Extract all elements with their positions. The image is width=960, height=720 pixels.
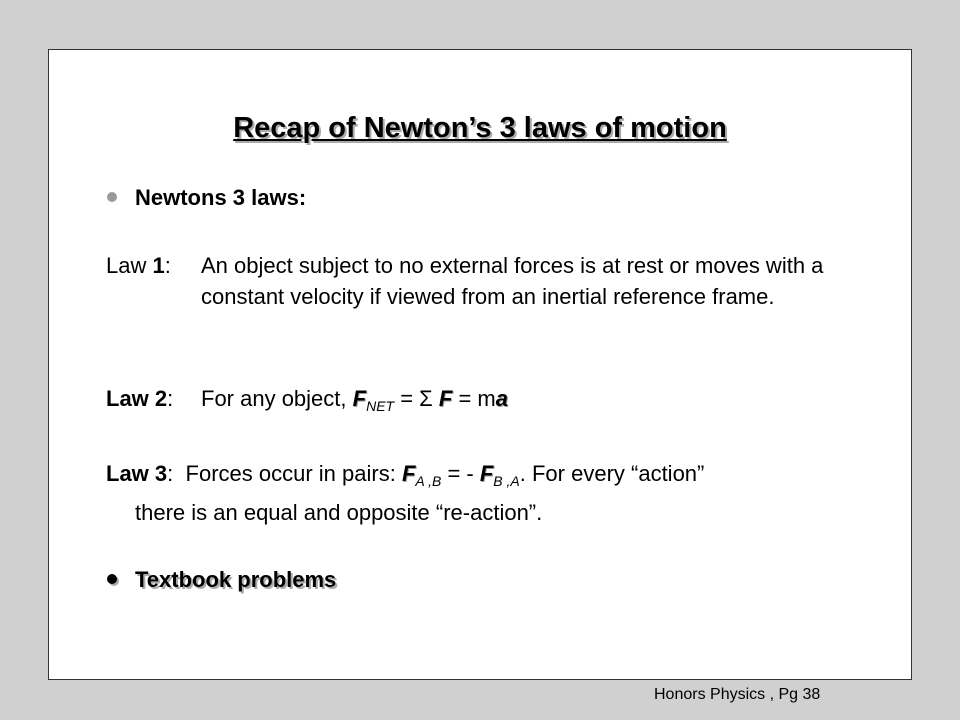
- slide-title: Recap of Newton’s 3 laws of motion: [233, 112, 727, 144]
- law-3-label: Law 3:: [106, 461, 174, 486]
- footer-page-label: Honors Physics , Pg 38: [654, 686, 821, 703]
- law-1: [106, 250, 824, 309]
- law-3-line-2: there is an equal and opposite “re-action”.: [135, 500, 543, 525]
- slide: [48, 49, 912, 680]
- bullet-text: Newtons 3 laws:: [135, 185, 307, 210]
- law-2: [106, 383, 508, 422]
- bullet-dot-icon: [107, 574, 117, 584]
- law-2-text: For any object, $F_{NET} = \Sigma$ F = ma: [201, 386, 508, 414]
- law-1-label: Law 1:: [106, 253, 171, 278]
- law-1-text: An object subject to no external forces is at rest or moves with a constant velocity if viewed from an inertial reference frame.: [201, 253, 824, 309]
- bullet-textbook-problems: [107, 567, 336, 593]
- law-3: [106, 458, 704, 528]
- bullet-dot-icon: [107, 192, 117, 202]
- law-2-label: Law 2:: [106, 386, 174, 411]
- law-3-line-1: Law 3: Forces occur in pairs: $F_{A ,B}$ = - $F_{B ,A}$. For every “action”: [106, 461, 705, 489]
- bullet-text: Textbook problems: [135, 567, 337, 592]
- bullet-newtons-laws: [107, 185, 306, 211]
